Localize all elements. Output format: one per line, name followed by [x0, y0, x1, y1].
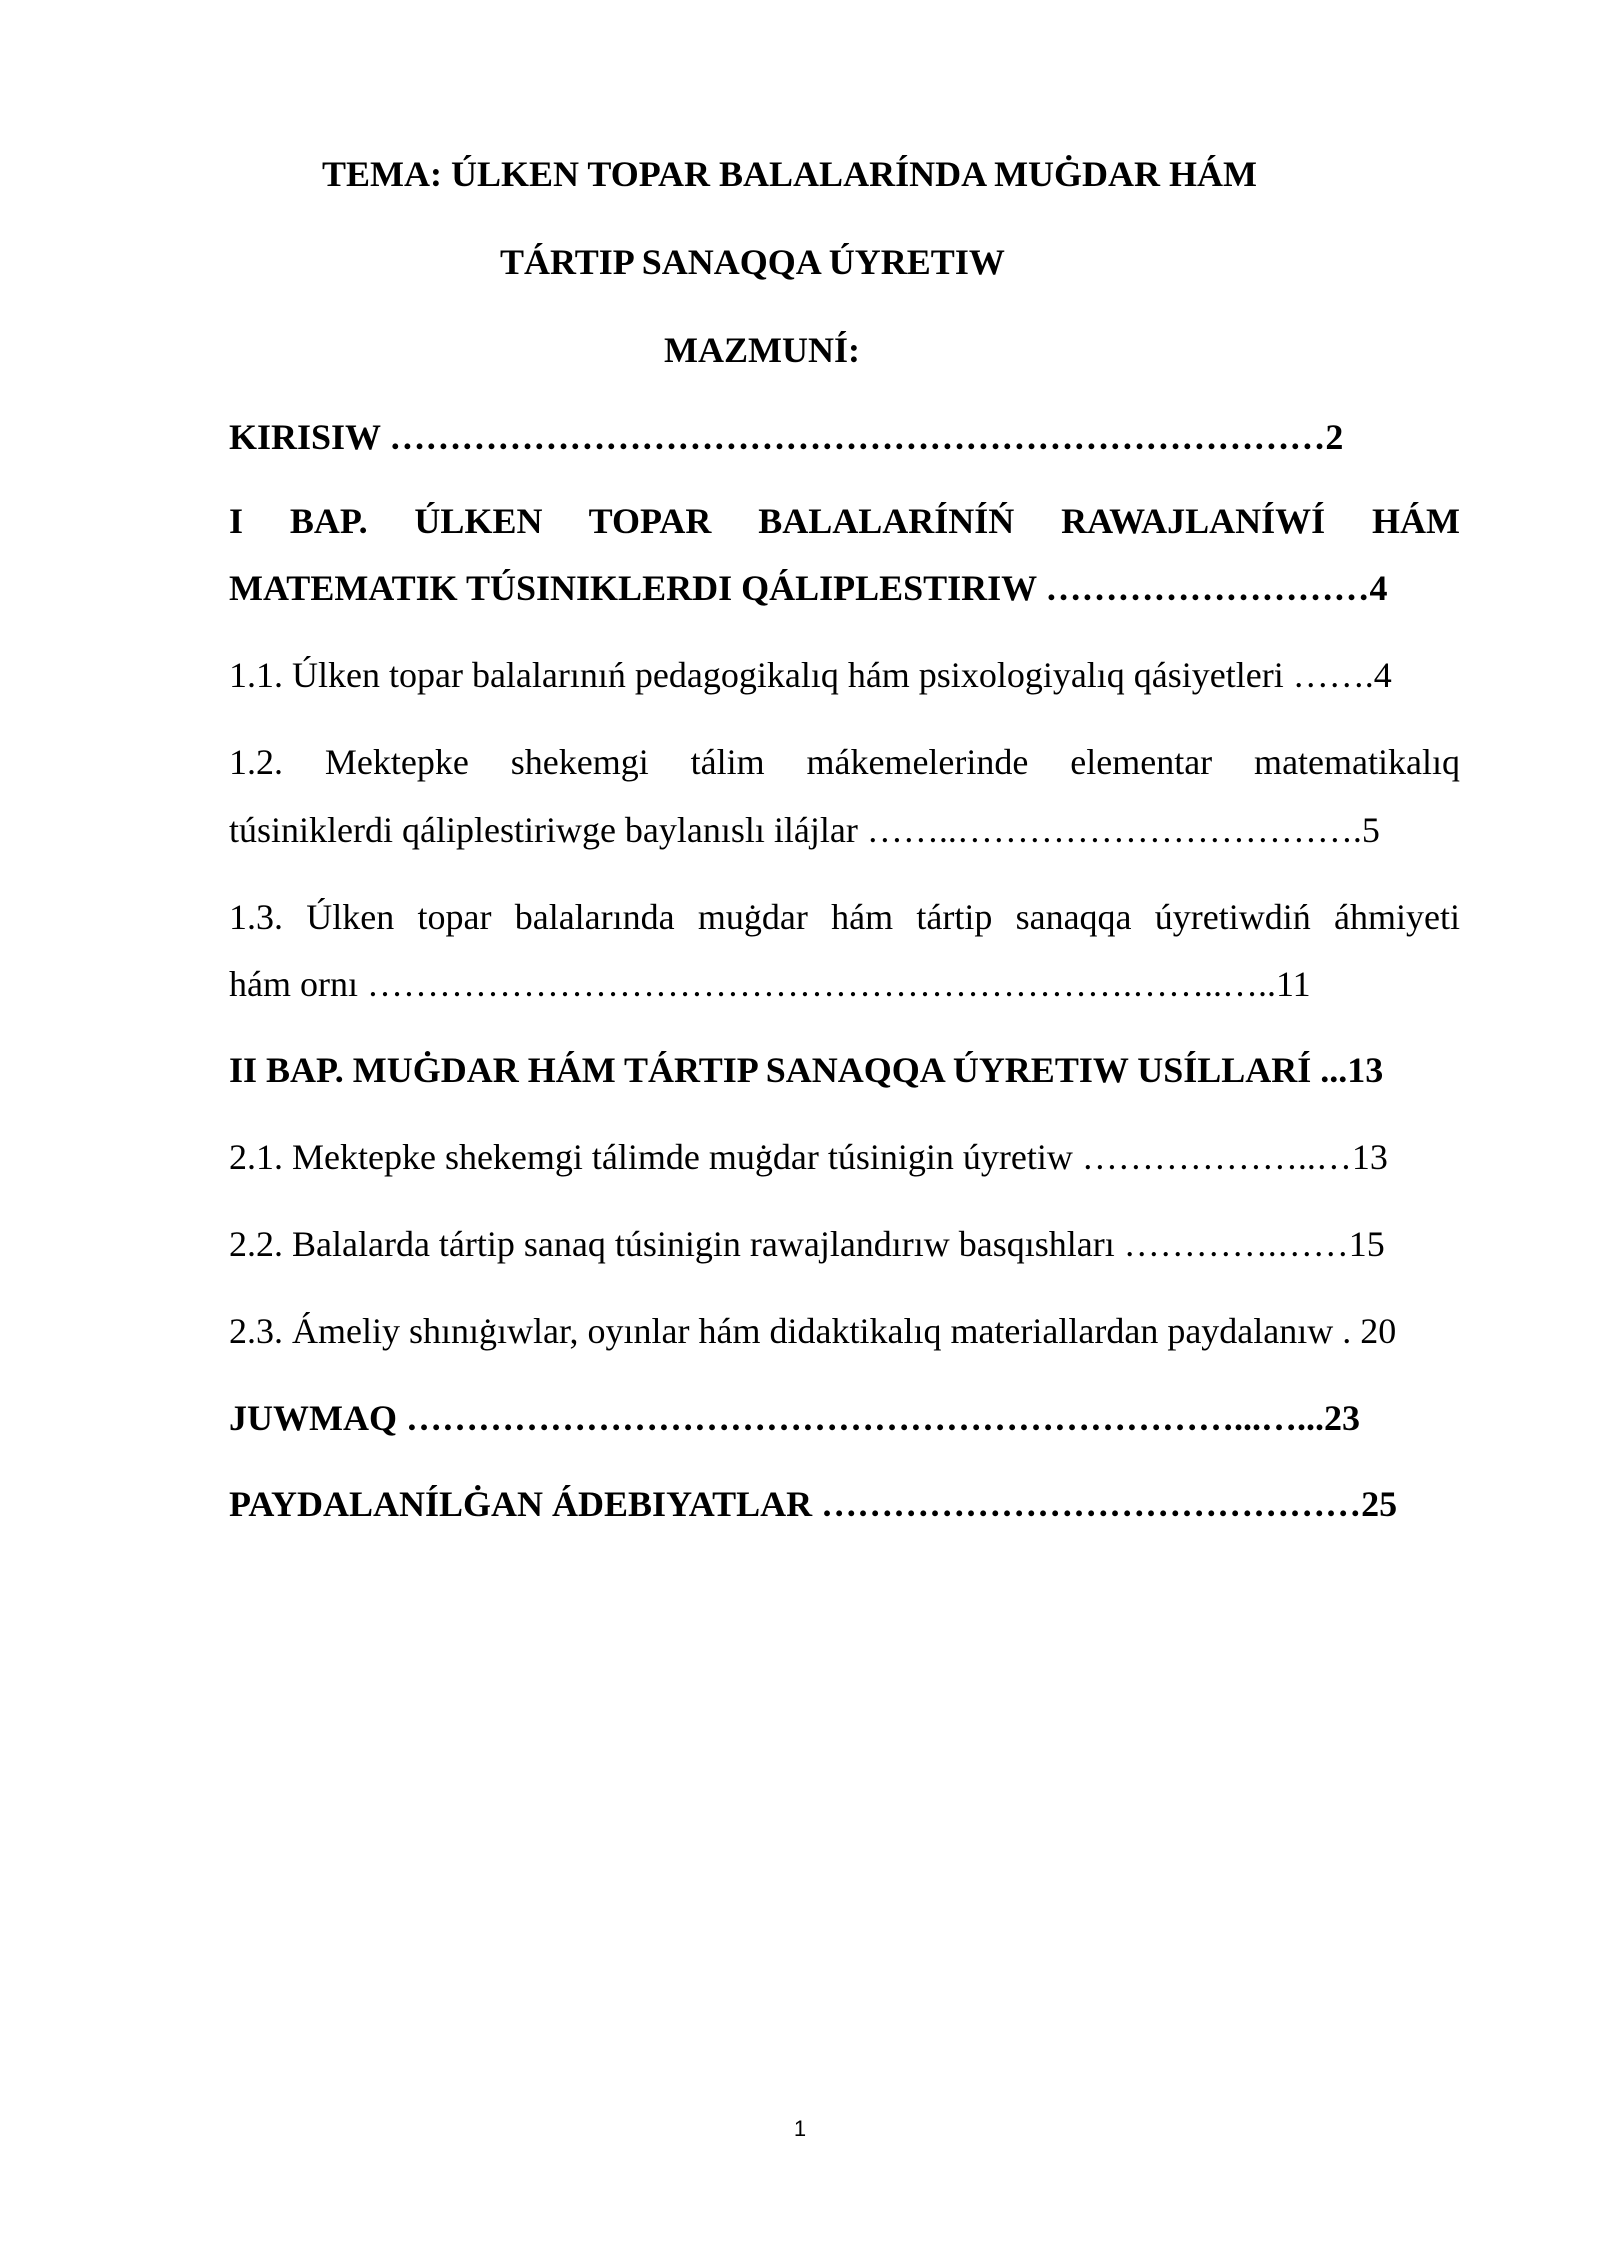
- toc-entry-2-2: 2.2. Balalarda tártip sanaq túsinigin rawajlandırıw basqıshları ………….……15: [229, 1224, 1385, 1264]
- toc-entry-kirisiw: KIRISIW ……………………………………………………………………2: [229, 417, 1344, 457]
- toc-entry-2-1: 2.1. Mektepke shekemgi tálimde muġdar túsinigin úyretiw ………………..…13: [229, 1137, 1388, 1177]
- toc-entry-adebiyatlar: PAYDALANÍLĠAN ÁDEBIYATLAR ………………………………………25: [229, 1484, 1398, 1524]
- toc-entry-bap2: II BAP. MUĠDAR HÁM TÁRTIP SANAQQA ÚYRETIW USÍLLARÍ ...13: [229, 1050, 1384, 1090]
- toc-entry-1-3-line2: hám ornı ……………………………………………………….……..…..11: [229, 964, 1311, 1004]
- document-title-line-1: TEMA: ÚLKEN TOPAR BALALARÍNDA MUĠDAR HÁM: [322, 154, 1258, 194]
- document-title-line-2: TÁRTIP SANAQQA ÚYRETIW: [500, 242, 1005, 282]
- toc-entry-2-3: 2.3. Ámeliy shınıġıwlar, oyınlar hám didaktikalıq materiallardan paydalanıw . 20: [229, 1311, 1397, 1351]
- toc-entry-1-1: 1.1. Úlken topar balalarınıń pedagogikalıq hám psixologiyalıq qásiyetleri …….4: [229, 655, 1392, 695]
- toc-entry-1-2-line1: 1.2. Mektepke shekemgi tálim mákemelerinde elementar matematikalıq: [229, 742, 1460, 782]
- toc-entry-juwmaq: JUWMAQ ……………………………………………………………...…...23: [229, 1398, 1360, 1438]
- toc-entry-bap1-line2: MATEMATIK TÚSINIKLERDI QÁLIPLESTIRIW ………………………4: [229, 568, 1388, 608]
- contents-heading: MAZMUNÍ:: [664, 330, 860, 370]
- page-number: 1: [793, 2116, 807, 2141]
- toc-entry-1-3-line1: 1.3. Úlken topar balalarında muġdar hám tártip sanaqqa úyretiwdiń áhmiyeti: [229, 897, 1460, 937]
- toc-entry-bap1-line1: I BAP. ÚLKEN TOPAR BALALARÍNÍŃ RAWAJLANÍWÍ HÁM: [229, 501, 1460, 541]
- toc-entry-1-2-line2: túsiniklerdi qáliplestiriwge baylanıslı ilájlar ……..…………………………….5: [229, 810, 1380, 850]
